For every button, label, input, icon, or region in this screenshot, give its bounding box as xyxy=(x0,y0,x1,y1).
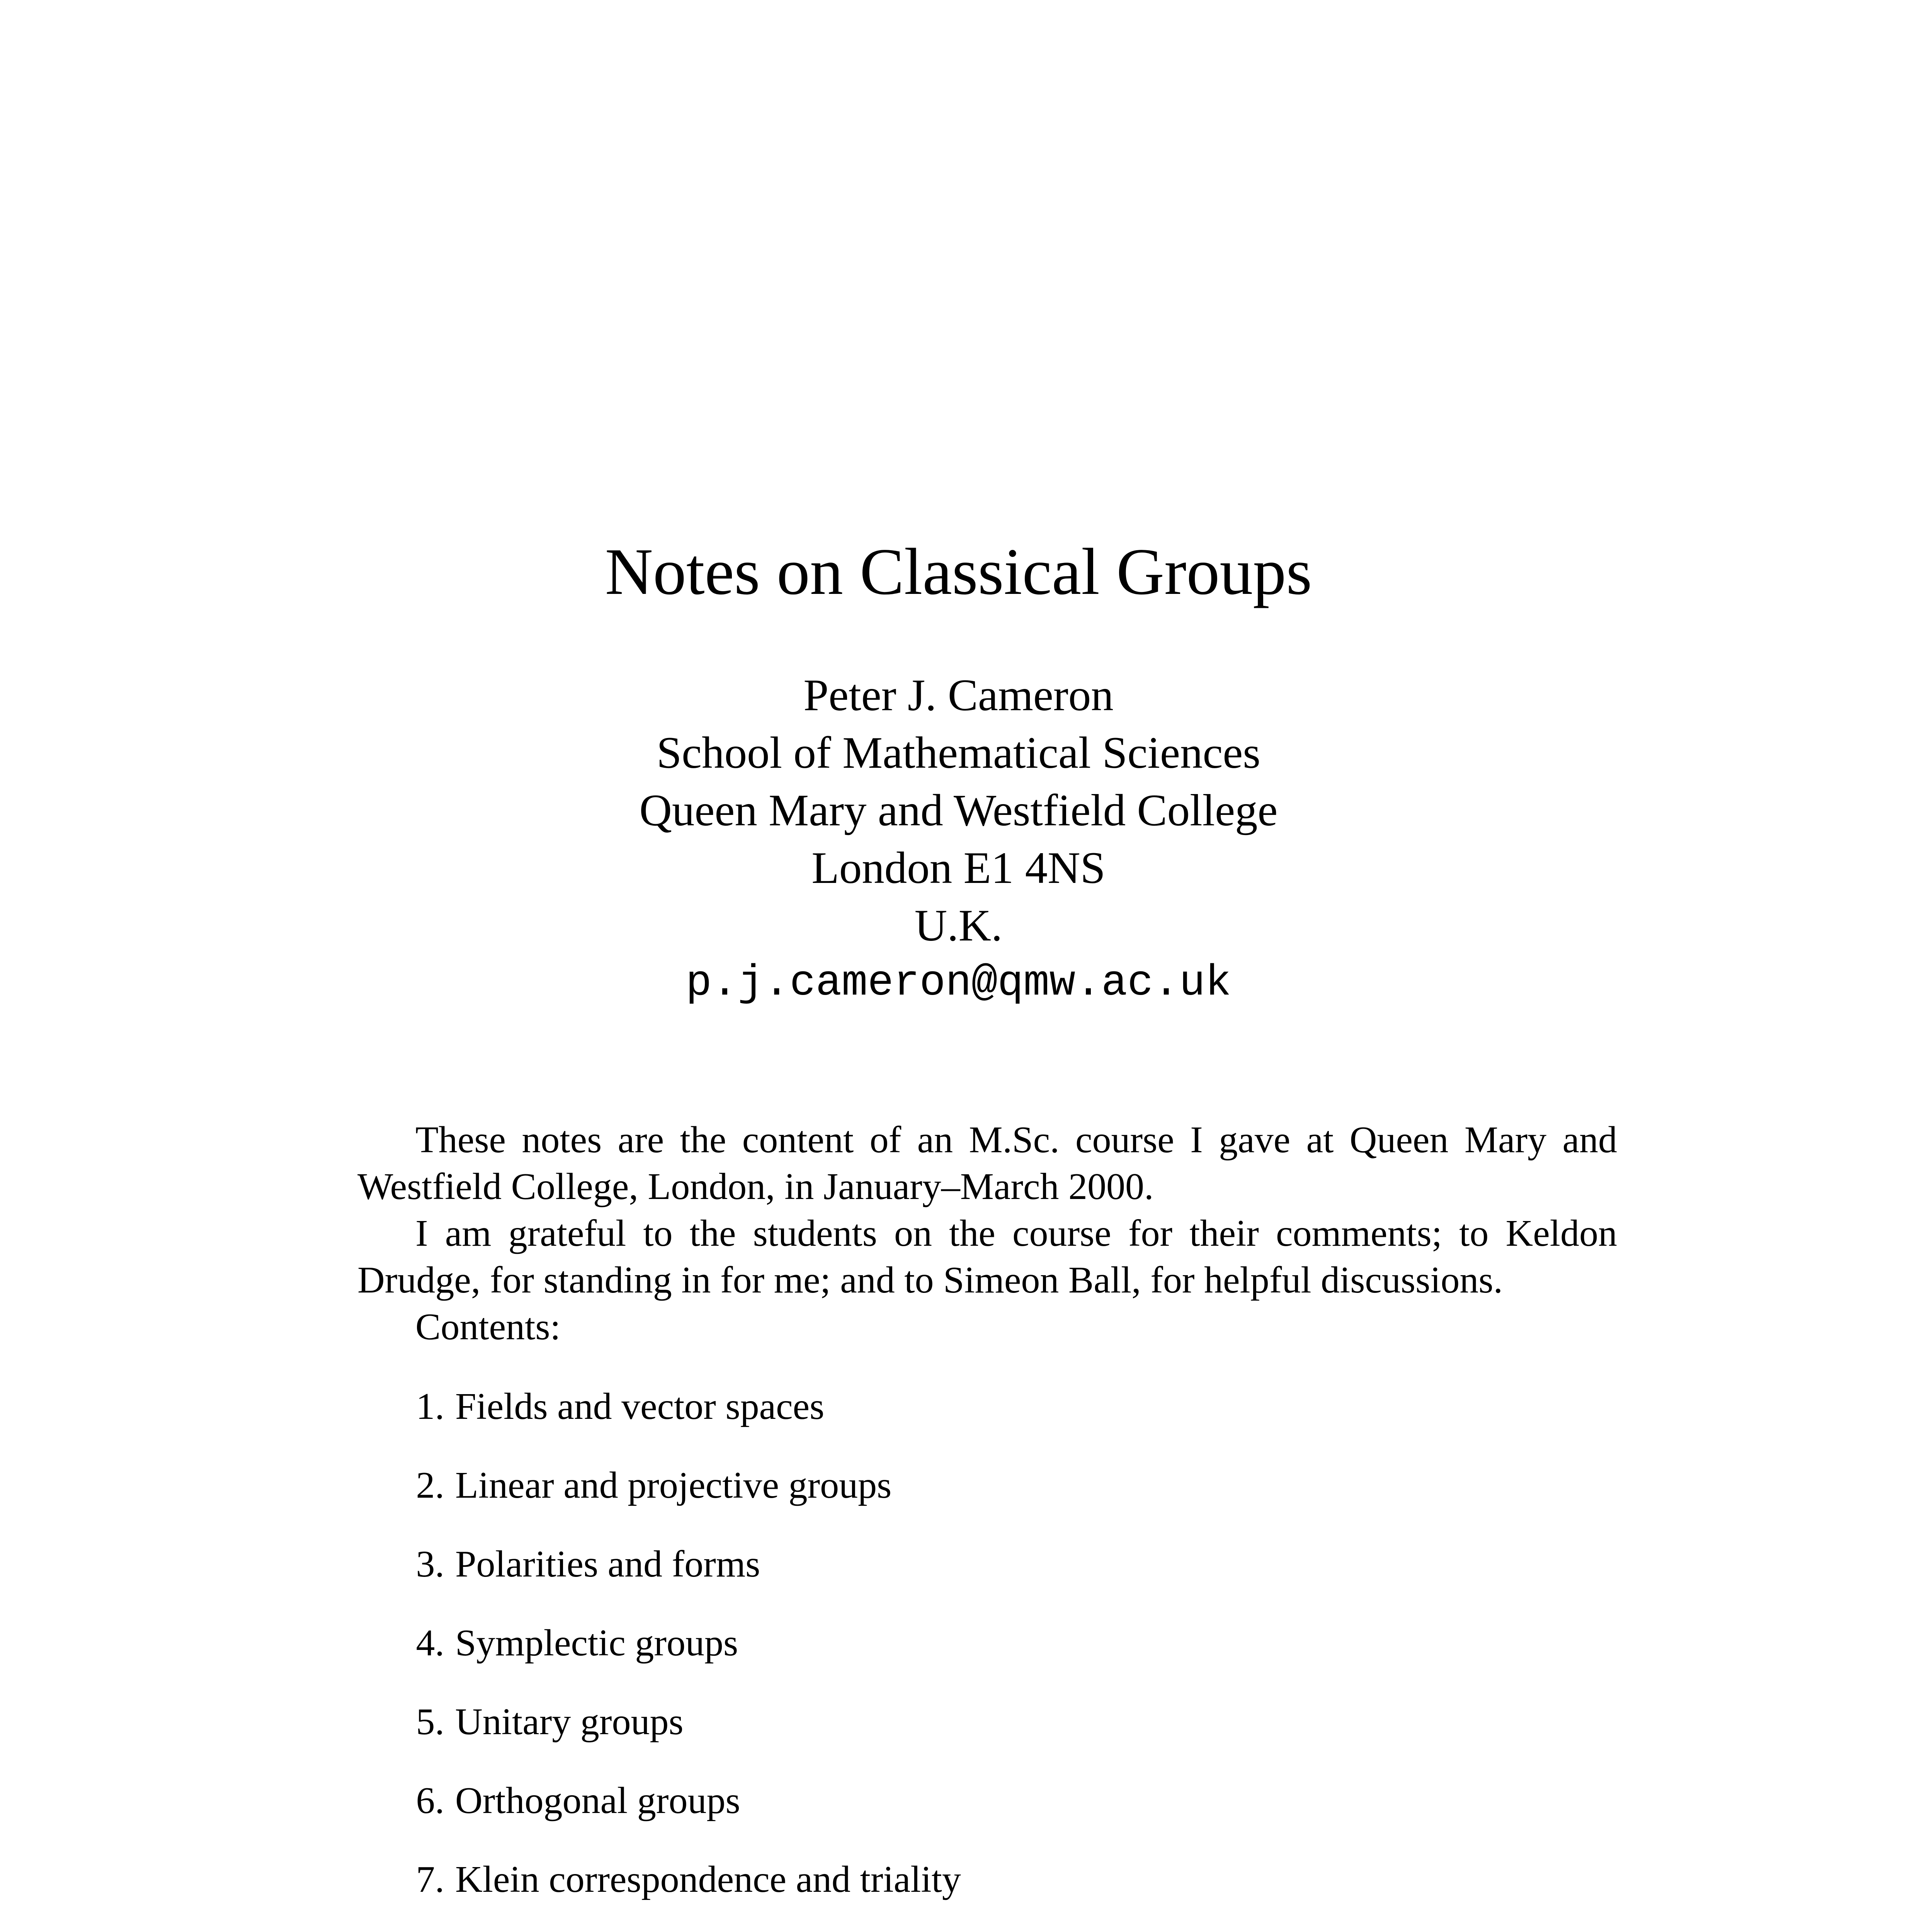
contents-item-number: 6. xyxy=(416,1780,444,1821)
author-department: School of Mathematical Sciences xyxy=(657,728,1260,778)
author-institution: Queen Mary and Westfield College xyxy=(639,786,1278,835)
author-name: Peter J. Cameron xyxy=(803,670,1114,720)
intro-paragraph: These notes are the content of an M.Sc. course I gave at Queen Mary and Westfield College, London, in January–March 2000. xyxy=(357,1119,1617,1208)
contents-item-label: Klein correspondence and triality xyxy=(455,1859,961,1900)
author-email[interactable]: p.j.cameron@qmw.ac.uk xyxy=(685,959,1232,1008)
contents-item-number: 2. xyxy=(416,1464,444,1506)
body-text xyxy=(357,1117,1617,1350)
contents-item-number: 3. xyxy=(416,1543,444,1585)
contents-item-label: Linear and projective groups xyxy=(455,1464,892,1506)
author-block xyxy=(0,667,1917,1012)
contents-item-label: Unitary groups xyxy=(455,1701,684,1743)
contents-heading: Contents: xyxy=(415,1306,561,1348)
contents-item-label: Polarities and forms xyxy=(455,1543,760,1585)
document-title: Notes on Classical Groups xyxy=(605,535,1312,609)
contents-item-label: Symplectic groups xyxy=(455,1622,738,1664)
contents-item-number: 4. xyxy=(416,1622,444,1664)
contents-item-number: 1. xyxy=(416,1386,444,1427)
author-city: London E1 4NS xyxy=(811,843,1106,893)
author-country: U.K. xyxy=(914,901,1003,951)
contents-item-number: 7. xyxy=(416,1859,444,1900)
contents-item-label: Orthogonal groups xyxy=(455,1780,740,1821)
contents-item-number: 5. xyxy=(416,1701,444,1743)
contents-item-label: Fields and vector spaces xyxy=(455,1386,825,1427)
acknowledgements-paragraph: I am grateful to the students on the course for their comments; to Keldon Drudge, for standing in for me; and to Simeon Ball, for helpful discussions. xyxy=(357,1213,1617,1301)
